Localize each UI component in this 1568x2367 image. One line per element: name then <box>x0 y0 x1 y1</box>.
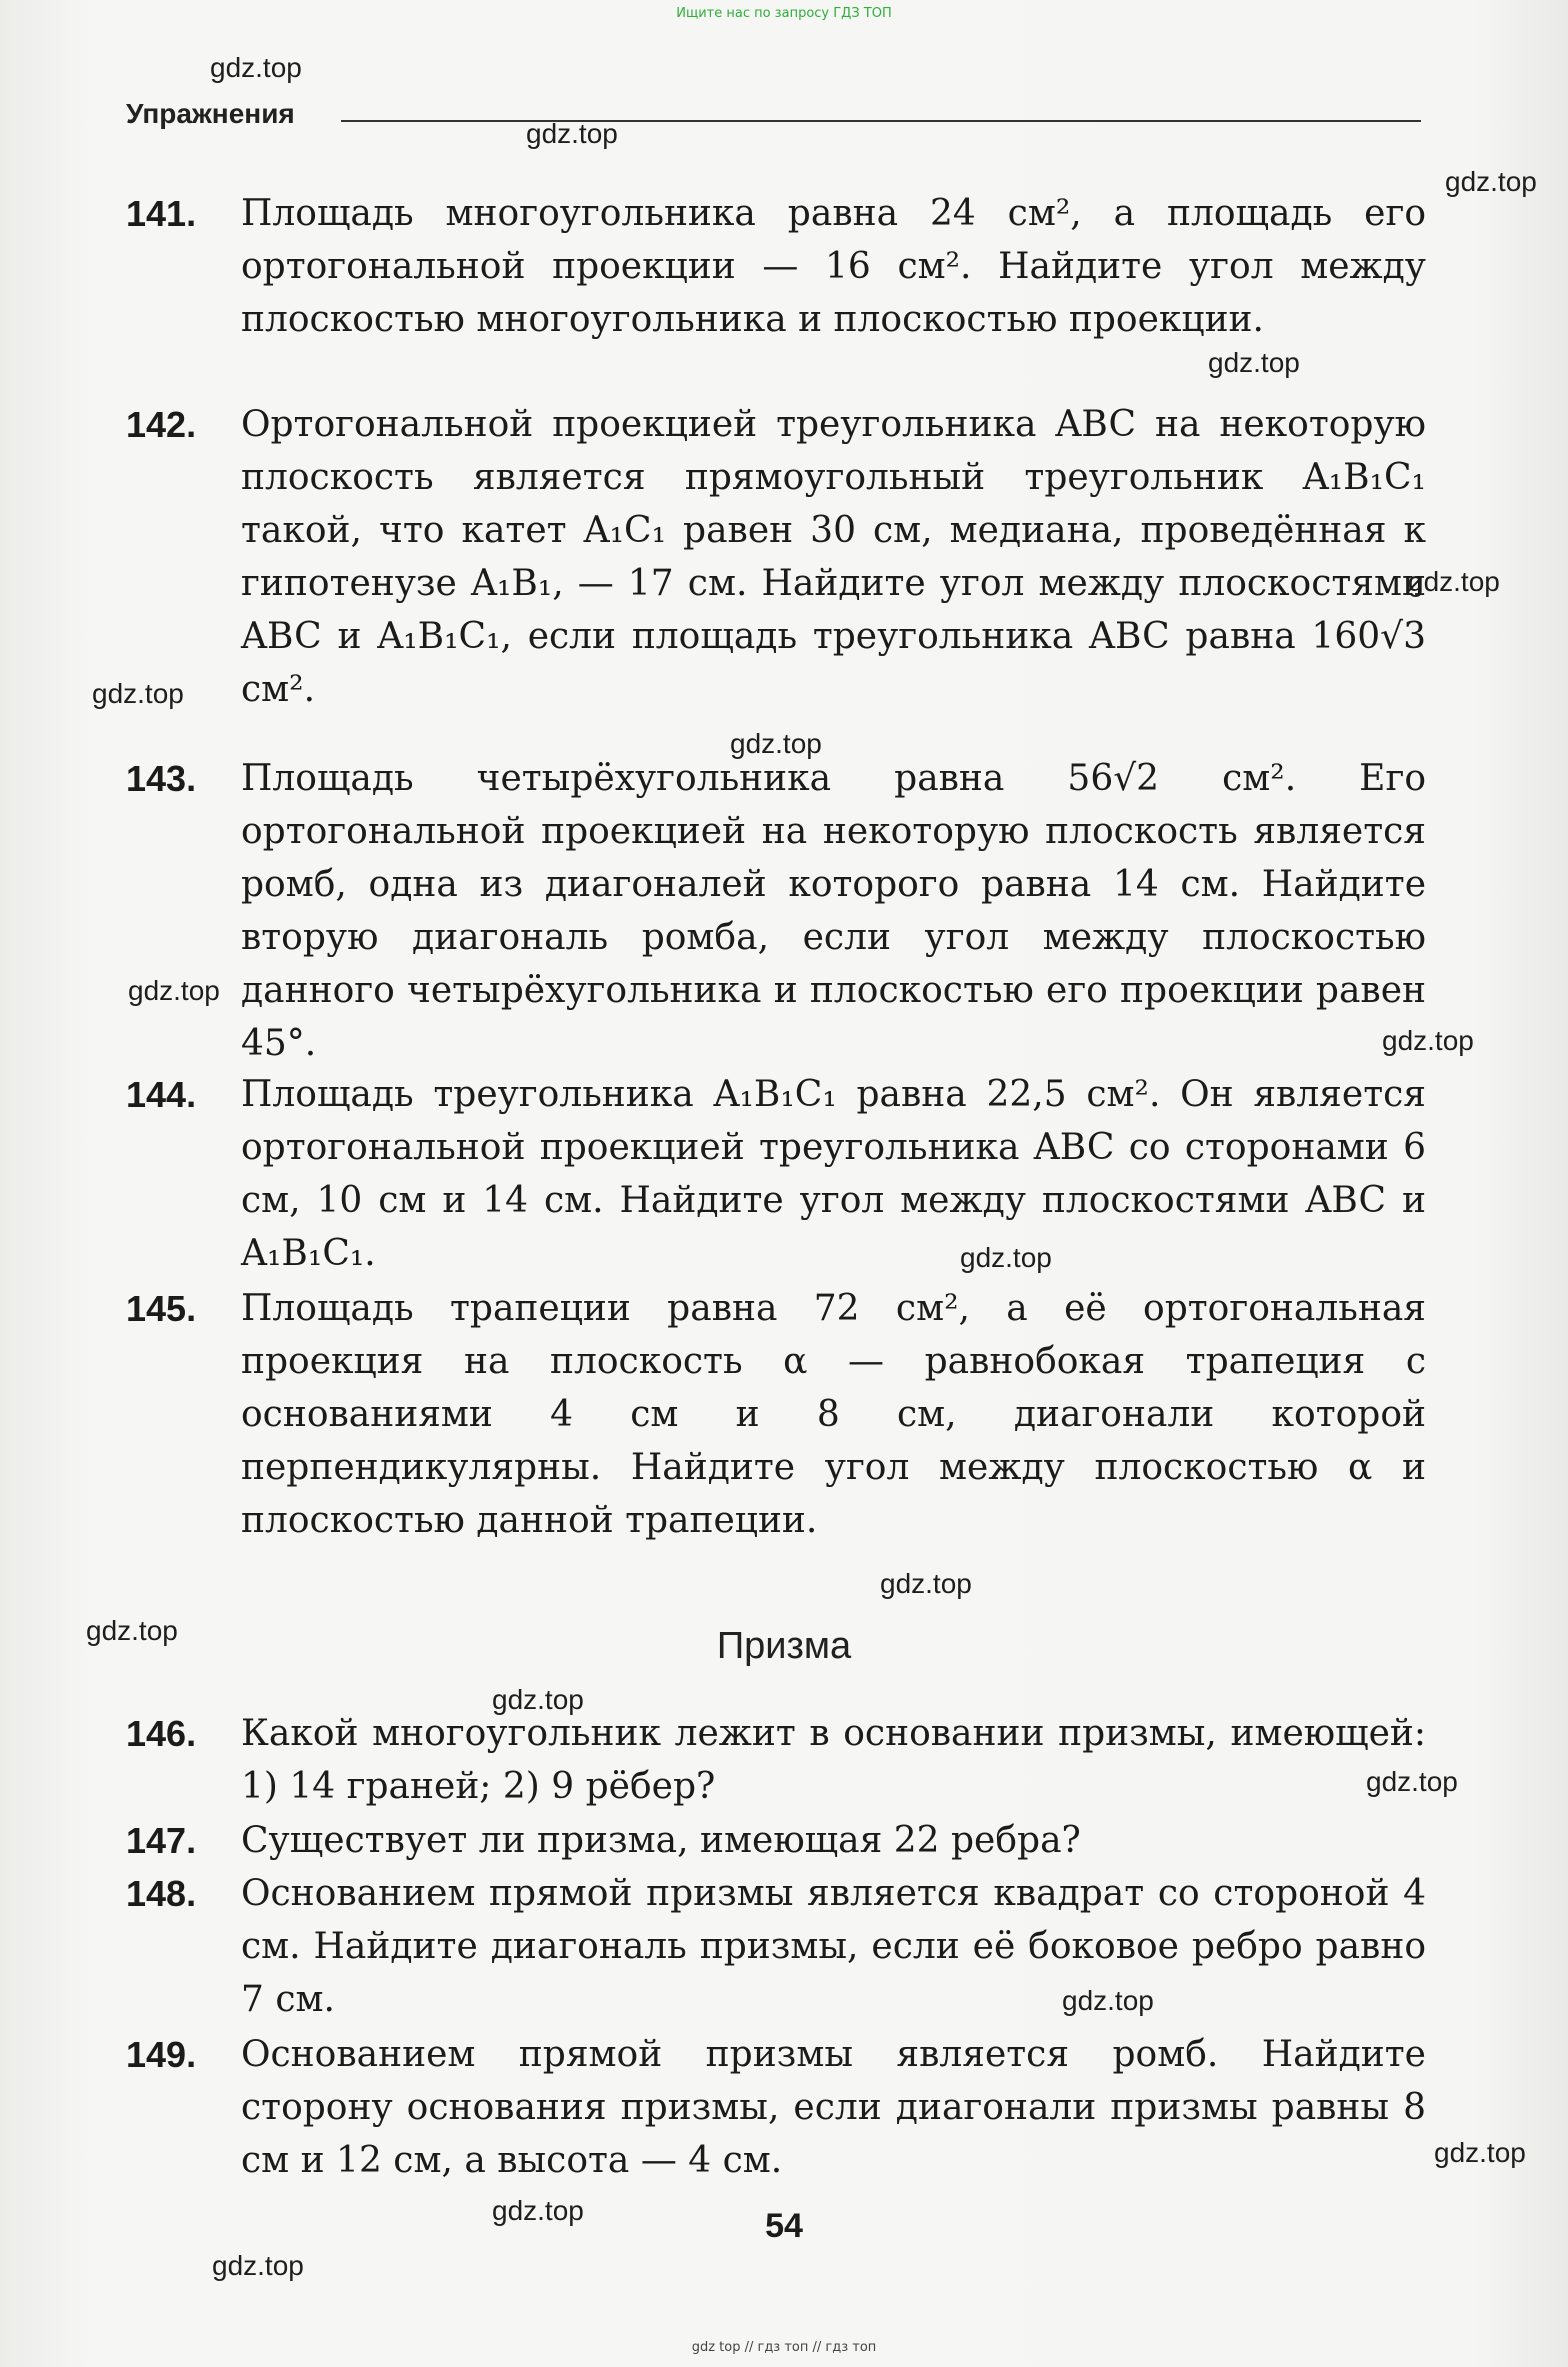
exercise-number: 146. <box>126 1713 197 1754</box>
exercise-number: 142. <box>126 404 197 445</box>
watermark: gdz.top <box>1208 347 1300 378</box>
exercise-text: Площадь четырёхугольника равна 56√2 см². Его ортогональной проекцией на некоторую плоскость является ромб, одна из диагоналей которого равна 14 см. Найдите вторую диагональ ромба, если угол между плоскостью данного четырёхугольника и плоскостью его проекции равен 45°. <box>241 758 1426 1064</box>
watermark: gdz.top <box>1445 166 1537 197</box>
exercise-148 <box>126 1867 1426 2026</box>
exercise-146 <box>126 1707 1426 1813</box>
watermark: gdz.top <box>730 728 822 759</box>
watermark: gdz.top <box>86 1615 178 1646</box>
watermark: gdz.top <box>210 52 302 83</box>
top-notice: Ищите нас по запросу ГДЗ ТОП <box>676 6 892 21</box>
exercise-text: Площадь многоугольника равна 24 см², а площадь его ортогональной проекции — 16 см². Найдите угол между плоскостью многоугольника и плоскостью проекции. <box>241 193 1426 340</box>
page-number: 54 <box>765 2207 803 2245</box>
exercise-text: Какой многоугольник лежит в основании призмы, имеющей: 1) 14 граней; 2) 9 рёбер? <box>241 1713 1426 1807</box>
exercise-142 <box>126 398 1426 716</box>
watermark: gdz.top <box>526 118 618 149</box>
exercise-143 <box>126 752 1426 1070</box>
watermark: gdz.top <box>1408 566 1500 597</box>
watermark: gdz.top <box>492 2195 584 2226</box>
exercise-144 <box>126 1068 1426 1280</box>
header-title: Упражнения <box>126 98 295 129</box>
exercise-text: Существует ли призма, имеющая 22 ребра? <box>241 1820 1081 1861</box>
exercise-141 <box>126 187 1426 346</box>
watermark: gdz.top <box>960 1242 1052 1273</box>
watermark: gdz.top <box>492 1684 584 1715</box>
exercise-text: Основанием прямой призмы является квадрат со стороной 4 см. Найдите диагональ призмы, если её боковое ребро равно 7 см. <box>241 1873 1426 2020</box>
exercise-149 <box>126 2028 1426 2187</box>
exercise-147 <box>126 1814 1426 1867</box>
exercise-number: 148. <box>126 1873 197 1914</box>
watermark: gdz.top <box>880 1568 972 1599</box>
watermark: gdz.top <box>1366 1766 1458 1797</box>
watermark: gdz.top <box>92 678 184 709</box>
exercise-text: Основанием прямой призмы является ромб. Найдите сторону основания призмы, если диагонали призмы равны 8 см и 12 см, а высота — 4 см. <box>241 2034 1426 2181</box>
section-title: Призма <box>716 1625 852 1667</box>
page-header <box>126 98 1421 132</box>
watermark: gdz.top <box>128 975 220 1006</box>
exercise-text: Площадь трапеции равна 72 см², а её ортогональная проекция на плоскость α — равнобокая трапеция с основаниями 4 см и 8 см, диагонали которой перпендикулярны. Найдите угол между плоскостью α и плоскостью данной трапеции. <box>241 1288 1426 1541</box>
watermark: gdz.top <box>212 2250 304 2281</box>
watermark: gdz.top <box>1434 2137 1526 2168</box>
exercise-number: 141. <box>126 193 197 234</box>
header-rule <box>341 120 1421 122</box>
watermark: gdz.top <box>1062 1985 1154 2016</box>
exercise-text: Площадь треугольника A₁B₁C₁ равна 22,5 см². Он является ортогональной проекцией треугольника ABC со сторонами 6 см, 10 см и 14 см. Найдите угол между плоскостями ABC и A₁B₁C₁. <box>241 1074 1426 1274</box>
exercise-145 <box>126 1282 1426 1547</box>
exercise-number: 144. <box>126 1074 197 1115</box>
exercise-number: 147. <box>126 1820 197 1861</box>
bottom-notice: gdz top // гдз топ // гдз топ <box>691 2340 877 2355</box>
exercise-text: Ортогональной проекцией треугольника ABC на некоторую плоскость является прямоугольный треугольник A₁B₁C₁ такой, что катет A₁C₁ равен 30 см, медиана, проведённая к гипотенузе A₁B₁, — 17 см. Найдите угол между плоскостями ABC и A₁B₁C₁, если площадь треугольника ABC равна 160√3 см². <box>241 404 1426 710</box>
exercise-number: 149. <box>126 2034 197 2075</box>
exercise-number: 143. <box>126 758 197 799</box>
watermark: gdz.top <box>1382 1025 1474 1056</box>
exercise-number: 145. <box>126 1288 197 1329</box>
